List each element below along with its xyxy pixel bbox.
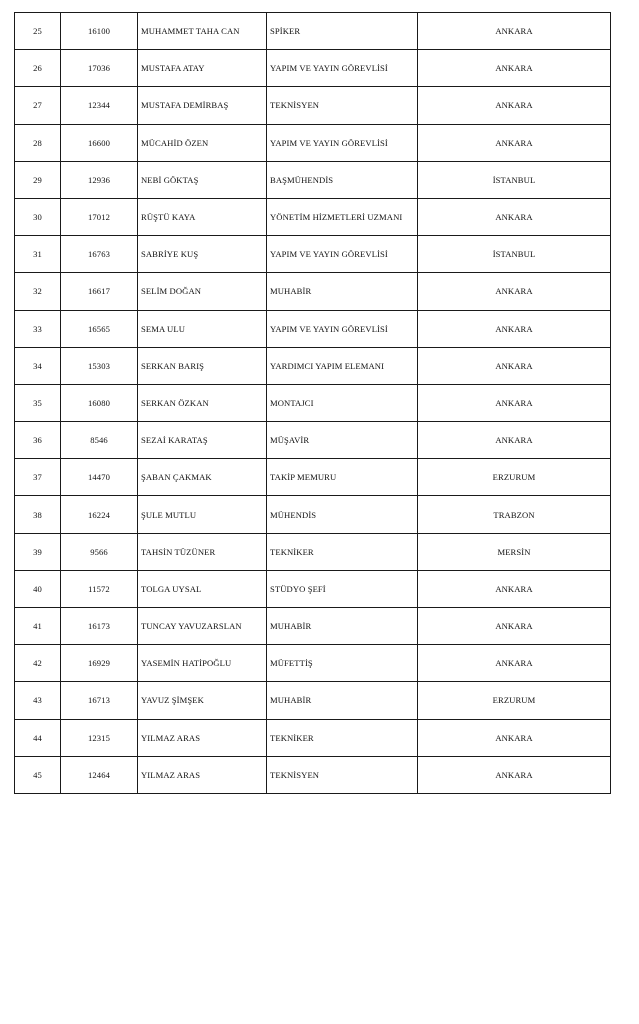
job-title: MUHABİR (267, 273, 418, 310)
row-number: 37 (15, 459, 61, 496)
registry-number: 16173 (61, 608, 138, 645)
row-number: 30 (15, 198, 61, 235)
city: ANKARA (418, 50, 611, 87)
table-row (15, 124, 611, 161)
registry-number: 16600 (61, 124, 138, 161)
full-name: TOLGA UYSAL (138, 570, 267, 607)
registry-number: 16929 (61, 645, 138, 682)
city: İSTANBUL (418, 161, 611, 198)
full-name: TAHSİN TÜZÜNER (138, 533, 267, 570)
row-number: 35 (15, 384, 61, 421)
registry-number: 9566 (61, 533, 138, 570)
job-title: TEKNİKER (267, 719, 418, 756)
full-name: MUSTAFA ATAY (138, 50, 267, 87)
table-row (15, 570, 611, 607)
job-title: YARDIMCI YAPIM ELEMANI (267, 347, 418, 384)
city: ANKARA (418, 87, 611, 124)
table-row (15, 13, 611, 50)
row-number: 33 (15, 310, 61, 347)
table-row (15, 645, 611, 682)
table-row (15, 50, 611, 87)
full-name: RÜŞTÜ KAYA (138, 198, 267, 235)
table-row (15, 756, 611, 793)
row-number: 34 (15, 347, 61, 384)
table-row (15, 719, 611, 756)
city: ERZURUM (418, 459, 611, 496)
full-name: SERKAN ÖZKAN (138, 384, 267, 421)
city: ANKARA (418, 310, 611, 347)
row-number: 32 (15, 273, 61, 310)
full-name: SEMA ULU (138, 310, 267, 347)
city: ANKARA (418, 13, 611, 50)
job-title: TEKNİSYEN (267, 87, 418, 124)
job-title: BAŞMÜHENDİS (267, 161, 418, 198)
table-row (15, 533, 611, 570)
job-title: MUHABİR (267, 682, 418, 719)
full-name: MÜCAHİD ÖZEN (138, 124, 267, 161)
city: ANKARA (418, 422, 611, 459)
registry-number: 16763 (61, 236, 138, 273)
job-title: YÖNETİM HİZMETLERİ UZMANI (267, 198, 418, 235)
row-number: 36 (15, 422, 61, 459)
city: ANKARA (418, 719, 611, 756)
full-name: YILMAZ ARAS (138, 719, 267, 756)
full-name: ŞULE MUTLU (138, 496, 267, 533)
full-name: NEBİ GÖKTAŞ (138, 161, 267, 198)
table-row (15, 310, 611, 347)
registry-number: 15303 (61, 347, 138, 384)
city: İSTANBUL (418, 236, 611, 273)
table-row (15, 422, 611, 459)
registry-number: 16617 (61, 273, 138, 310)
row-number: 28 (15, 124, 61, 161)
registry-number: 12315 (61, 719, 138, 756)
row-number: 40 (15, 570, 61, 607)
table-row (15, 161, 611, 198)
table-row (15, 347, 611, 384)
full-name: MUSTAFA DEMİRBAŞ (138, 87, 267, 124)
job-title: YAPIM VE YAYIN GÖREVLİSİ (267, 124, 418, 161)
job-title: YAPIM VE YAYIN GÖREVLİSİ (267, 50, 418, 87)
registry-number: 14470 (61, 459, 138, 496)
city: ANKARA (418, 273, 611, 310)
row-number: 45 (15, 756, 61, 793)
table-row (15, 87, 611, 124)
registry-number: 16100 (61, 13, 138, 50)
row-number: 27 (15, 87, 61, 124)
city: ANKARA (418, 124, 611, 161)
table-row (15, 496, 611, 533)
job-title: TAKİP MEMURU (267, 459, 418, 496)
registry-number: 16080 (61, 384, 138, 421)
city: ANKARA (418, 570, 611, 607)
city: ANKARA (418, 645, 611, 682)
registry-number: 12464 (61, 756, 138, 793)
city: ANKARA (418, 756, 611, 793)
full-name: SEZAİ KARATAŞ (138, 422, 267, 459)
full-name: SABRİYE KUŞ (138, 236, 267, 273)
staff-table-body (15, 13, 611, 794)
city: ANKARA (418, 198, 611, 235)
city: ANKARA (418, 608, 611, 645)
registry-number: 17012 (61, 198, 138, 235)
city: ERZURUM (418, 682, 611, 719)
registry-number: 16565 (61, 310, 138, 347)
city: MERSİN (418, 533, 611, 570)
job-title: STÜDYO ŞEFİ (267, 570, 418, 607)
table-row (15, 384, 611, 421)
table-row (15, 682, 611, 719)
table-row (15, 236, 611, 273)
registry-number: 8546 (61, 422, 138, 459)
job-title: MONTAJCI (267, 384, 418, 421)
city: TRABZON (418, 496, 611, 533)
table-row (15, 198, 611, 235)
job-title: MÜŞAVİR (267, 422, 418, 459)
row-number: 38 (15, 496, 61, 533)
full-name: MUHAMMET TAHA CAN (138, 13, 267, 50)
full-name: TUNCAY YAVUZARSLAN (138, 608, 267, 645)
job-title: YAPIM VE YAYIN GÖREVLİSİ (267, 236, 418, 273)
full-name: SELİM DOĞAN (138, 273, 267, 310)
registry-number: 12936 (61, 161, 138, 198)
row-number: 43 (15, 682, 61, 719)
row-number: 42 (15, 645, 61, 682)
job-title: MUHABİR (267, 608, 418, 645)
registry-number: 12344 (61, 87, 138, 124)
table-row (15, 608, 611, 645)
row-number: 31 (15, 236, 61, 273)
full-name: YAVUZ ŞİMŞEK (138, 682, 267, 719)
full-name: YILMAZ ARAS (138, 756, 267, 793)
job-title: TEKNİKER (267, 533, 418, 570)
job-title: YAPIM VE YAYIN GÖREVLİSİ (267, 310, 418, 347)
row-number: 25 (15, 13, 61, 50)
document-page (14, 12, 610, 794)
full-name: YASEMİN HATİPOĞLU (138, 645, 267, 682)
row-number: 26 (15, 50, 61, 87)
table-row (15, 459, 611, 496)
registry-number: 16713 (61, 682, 138, 719)
job-title: TEKNİSYEN (267, 756, 418, 793)
registry-number: 11572 (61, 570, 138, 607)
row-number: 39 (15, 533, 61, 570)
row-number: 44 (15, 719, 61, 756)
city: ANKARA (418, 384, 611, 421)
row-number: 29 (15, 161, 61, 198)
full-name: SERKAN BARIŞ (138, 347, 267, 384)
full-name: ŞABAN ÇAKMAK (138, 459, 267, 496)
job-title: MÜHENDİS (267, 496, 418, 533)
row-number: 41 (15, 608, 61, 645)
table-row (15, 273, 611, 310)
city: ANKARA (418, 347, 611, 384)
registry-number: 17036 (61, 50, 138, 87)
job-title: MÜFETTİŞ (267, 645, 418, 682)
staff-table (14, 12, 611, 794)
registry-number: 16224 (61, 496, 138, 533)
job-title: SPİKER (267, 13, 418, 50)
